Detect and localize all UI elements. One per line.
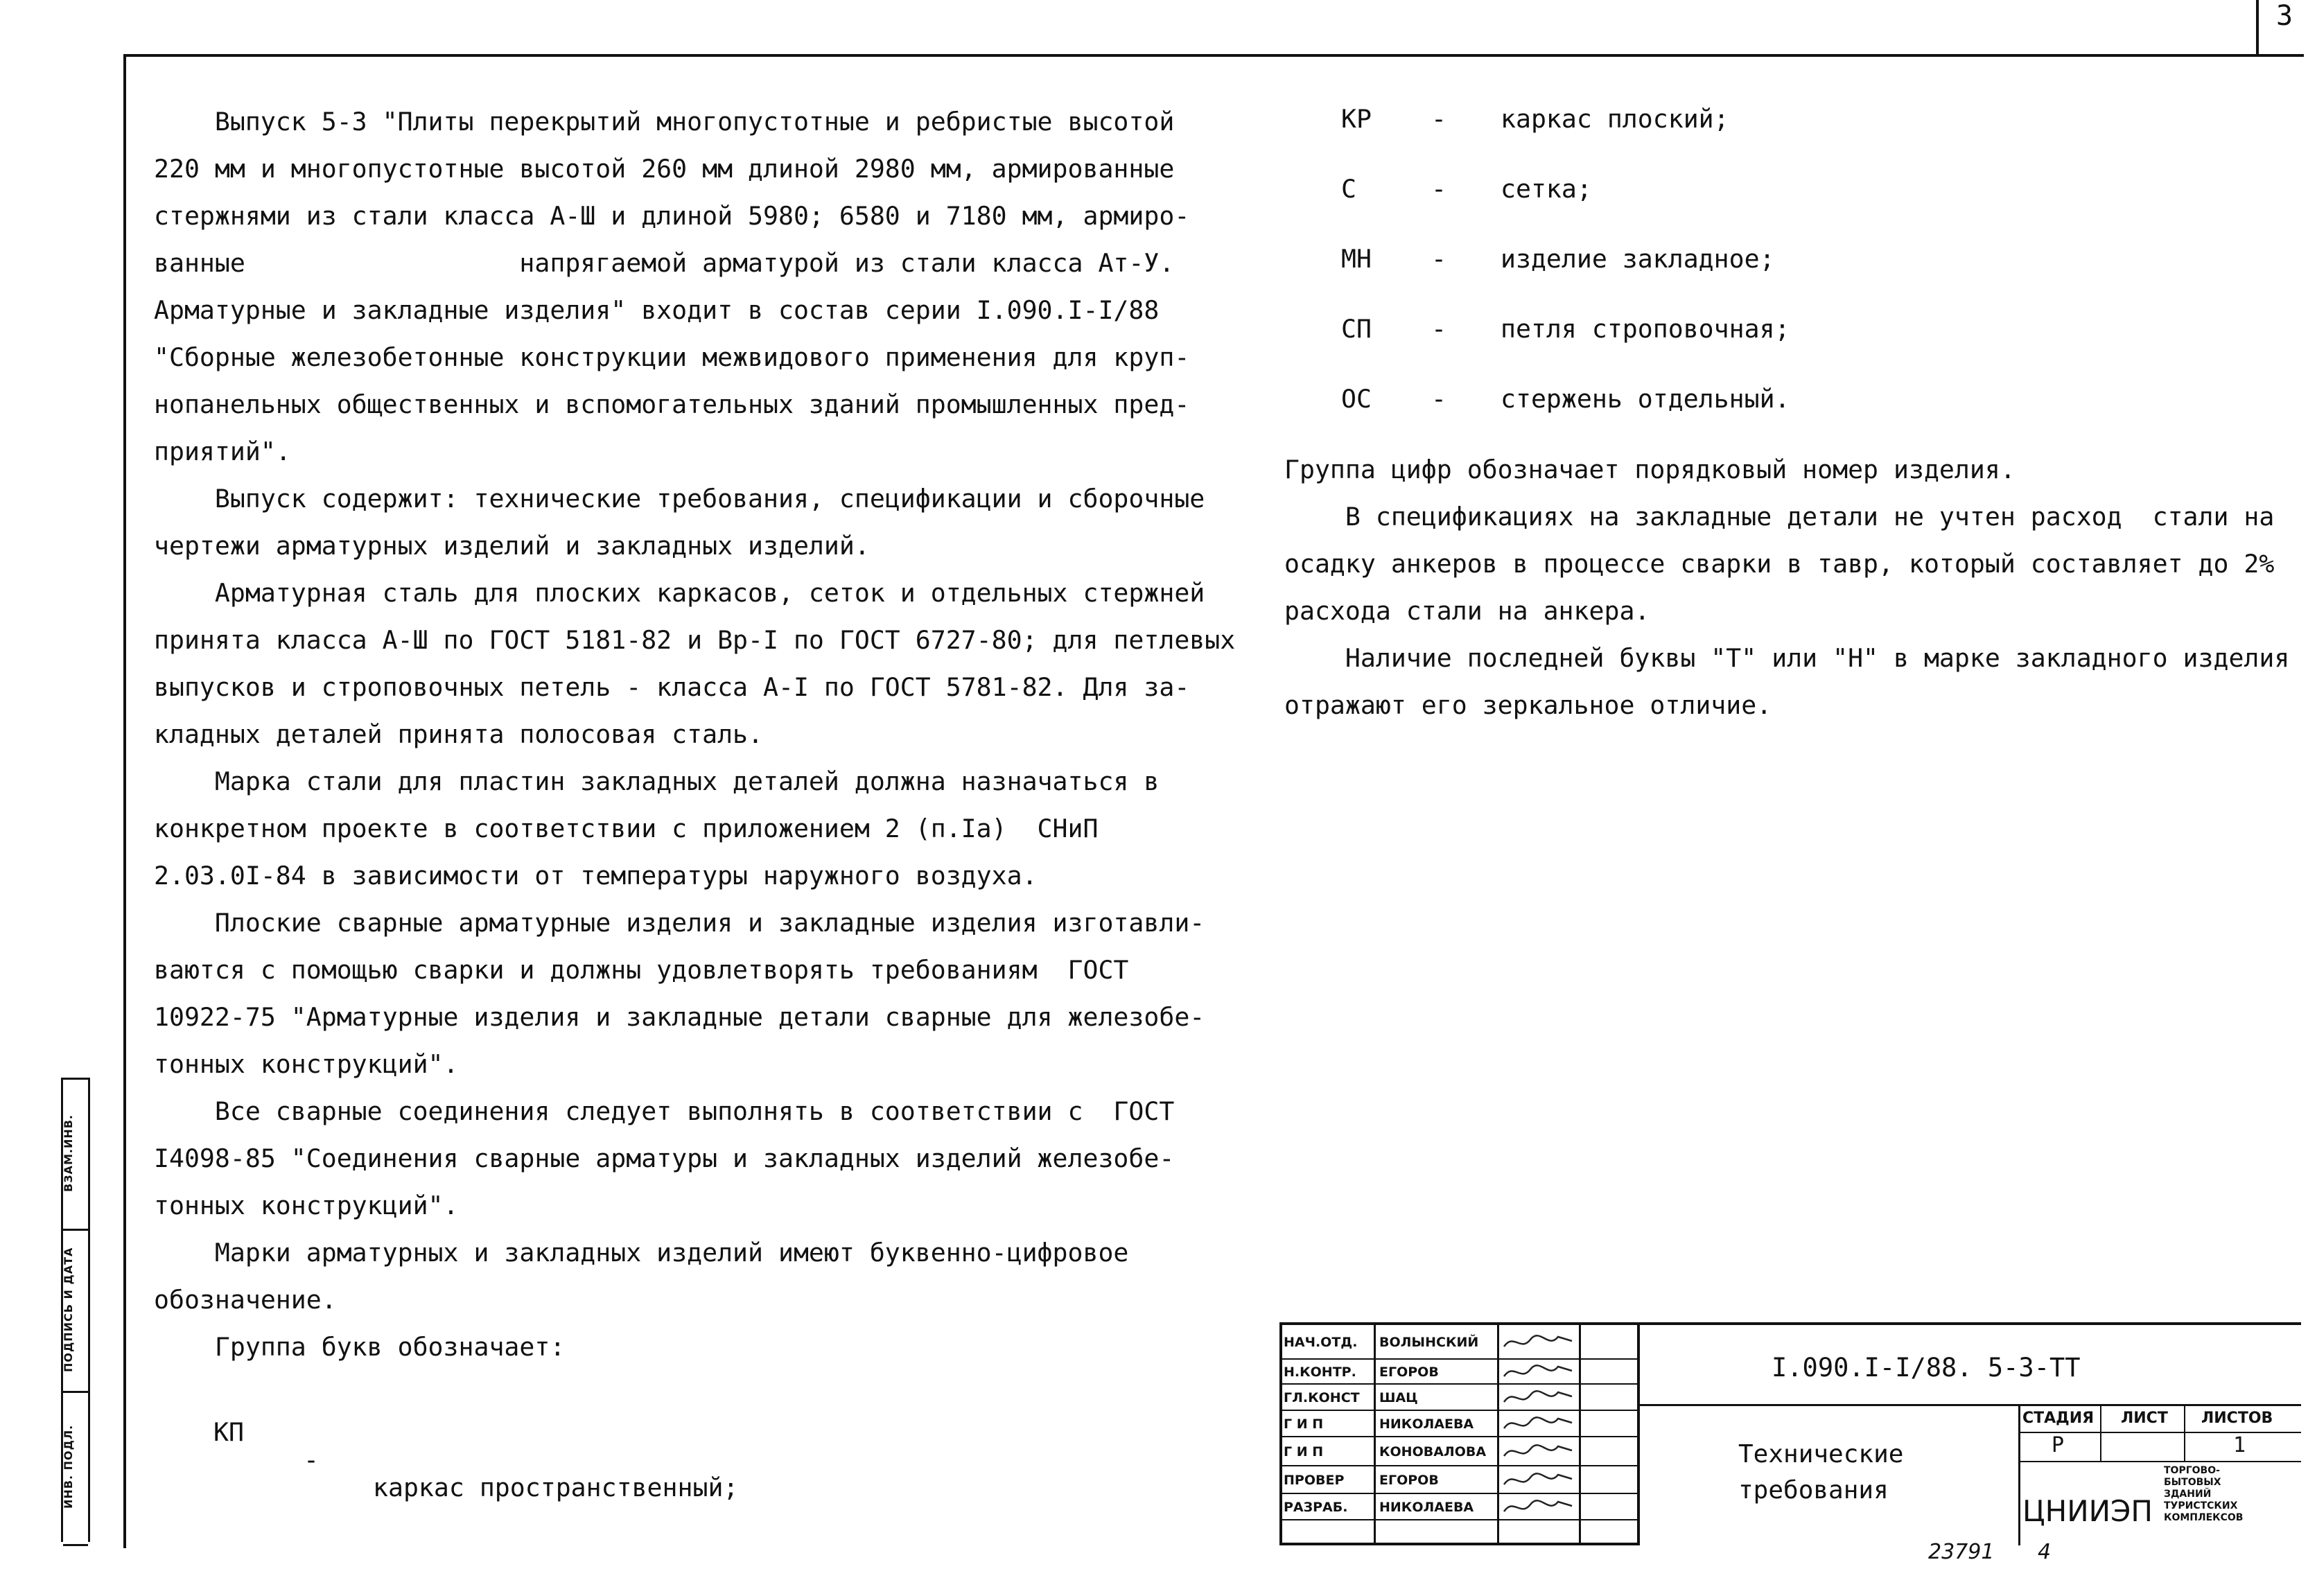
organization-name: ЦНИИЭП <box>2022 1494 2153 1528</box>
right-text-column <box>1284 446 2289 729</box>
body-text-line: Выпуск 5-3 "Плиты перекрытий многопустотные и ребристые высотой <box>154 107 1175 137</box>
body-text-line: I4098-85 "Соединения сварные арматуры и закладных изделий железобе- <box>154 1143 1175 1173</box>
body-text-line: чертежи арматурных изделий и закладных изделий. <box>154 531 870 561</box>
side-stamp-label: ИНВ. ПОДЛ. <box>62 1424 75 1509</box>
body-text-line: Арматурная сталь для плоских каркасов, сеток и отдельных стержней <box>154 578 1205 608</box>
side-stamp <box>61 1078 90 1542</box>
signature-role: Г И П <box>1284 1444 1324 1459</box>
body-text-line: В спецификациях на закладные детали не учтен расход стали на <box>1284 502 2275 532</box>
sheets-value: 1 <box>2233 1433 2246 1457</box>
symbol-row <box>1341 105 1965 133</box>
document-title-line2: требования <box>1738 1476 1889 1505</box>
symbol-description: каркас пространственный; <box>373 1473 739 1502</box>
body-text-line: 2.03.0I-84 в зависимости от температуры наружного воздуха. <box>154 861 1038 891</box>
sheets-label: ЛИСТОВ <box>2201 1410 2273 1427</box>
symbol-description: изделие закладное; <box>1501 244 1775 274</box>
document-code: I.090.I-I/88. 5-3-ТТ <box>1772 1353 2081 1383</box>
body-text-line: ваются с помощью сварки и должны удовлетворять требованиям ГОСТ <box>154 955 1129 985</box>
symbol-description: каркас плоский; <box>1501 104 1729 134</box>
symbol-dash: - <box>1431 384 1446 414</box>
body-text-line: приятий". <box>154 437 291 466</box>
symbol-dash: - <box>1431 104 1446 134</box>
symbol-dash: - <box>1431 174 1446 204</box>
signature-role: ГЛ.КОНСТ <box>1284 1390 1360 1405</box>
symbol-code: МН <box>1341 244 1372 274</box>
handwritten-signature <box>1500 1466 1576 1494</box>
symbol-dash: - <box>1431 314 1446 344</box>
symbol-row <box>1341 245 1965 273</box>
symbol-code: С <box>1341 174 1356 204</box>
signature-name: НИКОЛАЕВА <box>1379 1417 1474 1432</box>
symbol-row <box>1341 175 1965 203</box>
handwritten-signature <box>1500 1494 1576 1520</box>
handwritten-signature <box>1500 1360 1576 1385</box>
signature-name: НИКОЛАЕВА <box>1379 1500 1474 1515</box>
side-stamp-label: ВЗАМ.ИНВ. <box>62 1114 75 1192</box>
body-text-line: Наличие последней буквы "Т" или "Н" в марке закладного изделия <box>1284 643 2290 673</box>
body-text-line: отражают его зеркальное отличие. <box>1284 690 1772 720</box>
signature-name: ЕГОРОВ <box>1379 1473 1439 1488</box>
symbol-row <box>1341 315 1965 343</box>
symbol-dash: - <box>1431 244 1446 274</box>
symbol-description: сетка; <box>1501 174 1592 204</box>
organization-subtitle-line: ТОРГОВО- <box>2164 1465 2220 1476</box>
sheet-label: ЛИСТ <box>2121 1410 2168 1427</box>
symbol-code: СП <box>1341 314 1372 344</box>
body-text-line: расхода стали на анкера. <box>1284 596 1650 626</box>
organization-subtitle-line: ЗДАНИЙ <box>2164 1489 2212 1500</box>
body-text-line: 10922-75 "Арматурные изделия и закладные детали сварные для железобе- <box>154 1002 1205 1032</box>
body-text-line: ванные напрягаемой арматурой из стали класса Ат-У. <box>154 248 1175 278</box>
signature-name: ВОЛЫНСКИЙ <box>1379 1335 1479 1350</box>
symbol-code: ОС <box>1341 384 1372 414</box>
symbol-code: КР <box>1341 104 1372 134</box>
handwritten-signature <box>1500 1411 1576 1437</box>
stage-label: СТАДИЯ <box>2022 1410 2095 1427</box>
top-edge-tick <box>2256 0 2259 55</box>
body-text-line: принята класса А-Ш по ГОСТ 5181-82 и Вр-I по ГОСТ 6727-80; для петлевых <box>154 625 1236 655</box>
symbol-code: КП <box>213 1417 244 1447</box>
handwritten-signature <box>1500 1325 1576 1360</box>
body-text-line: кладных деталей принята полосовая сталь. <box>154 719 763 749</box>
symbol-row <box>1341 385 1965 413</box>
organization-subtitle-line: БЫТОВЫХ <box>2164 1477 2221 1488</box>
stage-value: Р <box>2052 1433 2065 1457</box>
body-text-line: Марки арматурных и закладных изделий имеют буквенно-цифровое <box>154 1238 1129 1268</box>
symbol-dash: - <box>304 1445 319 1475</box>
left-text-column <box>154 98 1235 1371</box>
document-title-line1: Технические <box>1738 1440 1904 1468</box>
body-text-line: Все сварные соединения следует выполнять в соответствии с ГОСТ <box>154 1096 1175 1126</box>
body-text-line: Группа букв обозначает: <box>154 1332 566 1362</box>
body-text-line: Арматурные и закладные изделия" входит в состав серии I.090.I-I/88 <box>154 295 1160 325</box>
signature-role: НАЧ.ОТД. <box>1284 1335 1358 1350</box>
organization-subtitle-line: КОМПЛЕКСОВ <box>2164 1512 2244 1523</box>
title-block <box>1279 1322 2301 1545</box>
symbol-description: петля строповочная; <box>1501 314 1790 344</box>
body-text-line: выпусков и строповочных петель - класса А-I по ГОСТ 5781-82. Для за- <box>154 672 1190 702</box>
body-text-line: тонных конструкций". <box>154 1049 459 1079</box>
body-text-line: нопанельных общественных и вспомогательных зданий промышленных пред- <box>154 389 1190 419</box>
signature-role: Г И П <box>1284 1417 1324 1432</box>
signature-role: РАЗРАБ. <box>1284 1500 1348 1515</box>
body-text-line: стержнями из стали класса А-Ш и длиной 5980; 6580 и 7180 мм, армиро- <box>154 201 1190 231</box>
handwritten-signature <box>1500 1437 1576 1466</box>
body-text-line: 220 мм и многопустотные высотой 260 мм длиной 2980 мм, армированные <box>154 154 1175 184</box>
symbol-row-kp <box>213 1391 837 1502</box>
body-text-line: Выпуск содержит: технические требования, спецификации и сборочные <box>154 484 1205 514</box>
inventory-number: 23791 <box>1928 1540 1995 1564</box>
body-text-line: Марка стали для пластин закладных деталей должна назначаться в <box>154 766 1160 796</box>
body-text-line: тонных конструкций". <box>154 1191 459 1220</box>
body-text-line: конкретном проекте в соответствии с приложением 2 (п.Iа) СНиП <box>154 814 1099 843</box>
body-text-line: "Сборные железобетонные конструкции межвидового применения для круп- <box>154 342 1190 372</box>
signature-role: ПРОВЕР <box>1284 1473 1345 1488</box>
signature-name: ЕГОРОВ <box>1379 1365 1439 1380</box>
signature-name: КОНОВАЛОВА <box>1379 1444 1487 1459</box>
right-symbol-list <box>1341 105 1965 438</box>
organization-subtitle-line: ТУРИСТСКИХ <box>2164 1500 2238 1511</box>
page-number: 3 <box>2276 0 2293 32</box>
organization-subtitle <box>2164 1465 2243 1524</box>
body-text-line: Группа цифр обозначает порядковый номер изделия. <box>1284 455 2016 484</box>
handwritten-signature <box>1500 1385 1576 1411</box>
signature-role: Н.КОНТР. <box>1284 1365 1356 1380</box>
body-text-line: Плоские сварные арматурные изделия и закладные изделия изготавли- <box>154 908 1205 938</box>
side-stamp-label: ПОДПИСЬ И ДАТА <box>62 1247 75 1373</box>
copy-number: 4 <box>2038 1540 2052 1564</box>
body-text-line: осадку анкеров в процессе сварки в тавр, который составляет до 2% <box>1284 549 2275 579</box>
signature-name: ШАЦ <box>1379 1390 1418 1405</box>
symbol-description: стержень отдельный. <box>1501 384 1790 414</box>
body-text-line: обозначение. <box>154 1285 337 1315</box>
